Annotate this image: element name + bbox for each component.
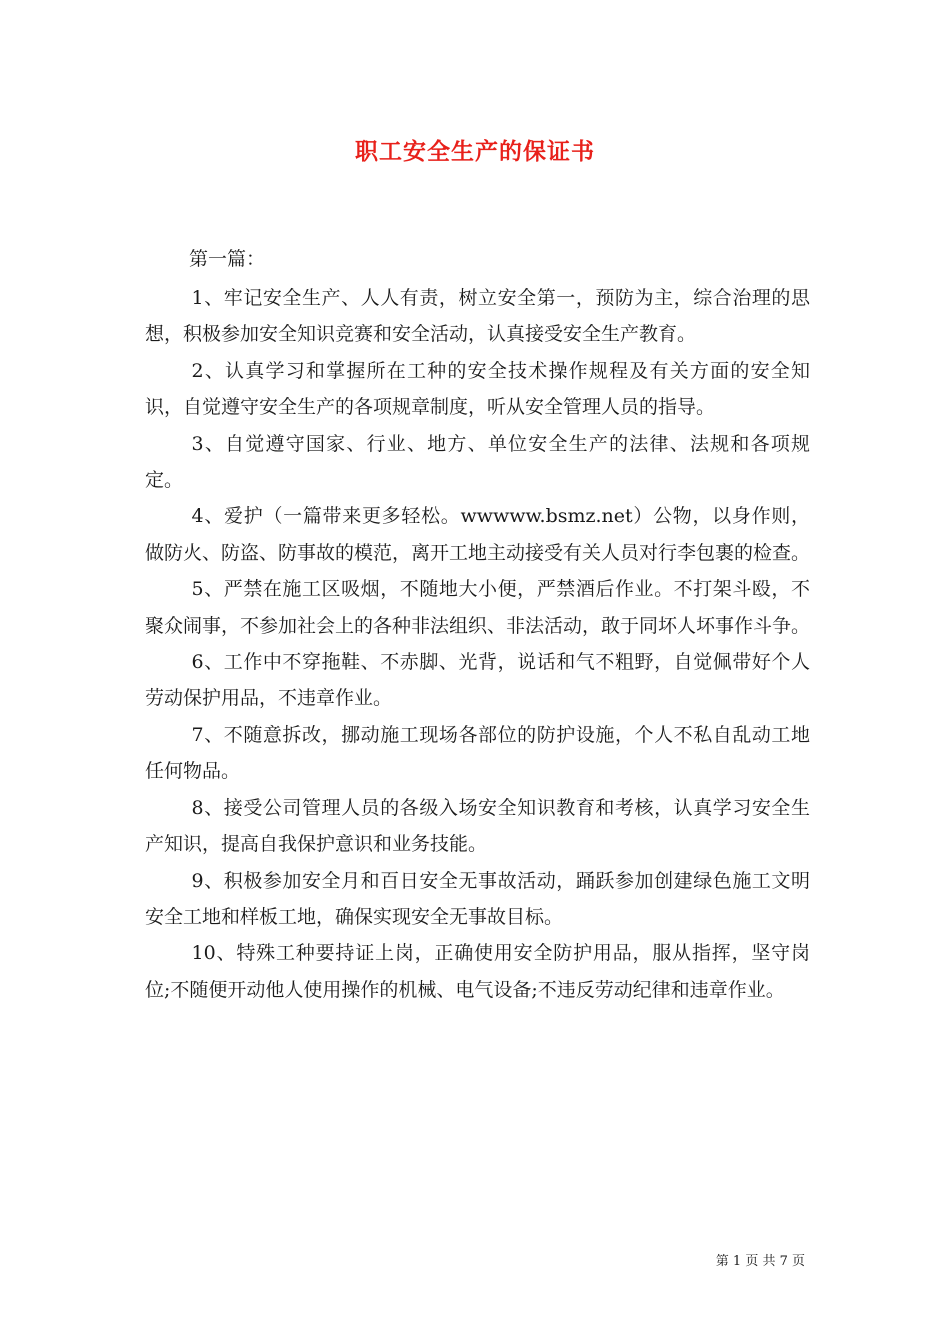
page-number-footer: 第 1 页 共 7 页	[715, 1254, 805, 1269]
paragraph-item-5: 5、严禁在施工区吸烟，不随地大小便，严禁酒后作业。不打架斗殴，不聚众闹事，不参加社会上的各种非法组织、非法活动，敢于同坏人坏事作斗争。	[145, 578, 811, 637]
paragraph-item-8: 8、接受公司管理人员的各级入场安全知识教育和考核，认真学习安全生产知识，提高自我保护意识和业务技能。	[145, 796, 810, 856]
paragraph-item-2: 2、认真学习和掌握所在工种的安全技术操作规程及有关方面的安全知识，自觉遵守安全生产的各项规章制度，听从安全管理人员的指导。	[145, 359, 810, 419]
paragraph-item-3: 3、自觉遵守国家、行业、地方、单位安全生产的法律、法规和各项规定。	[145, 432, 810, 492]
paragraph-item-9: 9、积极参加安全月和百日安全无事故活动，踊跃参加创建绿色施工文明安全工地和样板工地，确保实现安全无事故目标。	[145, 869, 810, 928]
document-title: 职工安全生产的保证书	[355, 138, 595, 165]
paragraph-item-1: 1、牢记安全生产、人人有责，树立安全第一，预防为主，综合治理的思想，积极参加安全知识竞赛和安全活动，认真接受安全生产教育。	[145, 287, 810, 346]
paragraph-item-4: 4、爱护（一篇带来更多轻松。wwwww.bsmz.net）公物，以身作则，做防火、防盗、防事故的模范，离开工地主动接受有关人员对行李包裹的检查。	[145, 505, 811, 564]
section-heading: 第一篇：	[189, 248, 266, 270]
paragraph-item-7: 7、不随意拆改，挪动施工现场各部位的防护设施，个人不私自乱动工地任何物品。	[145, 723, 810, 783]
paragraph-item-10: 10、特殊工种要持证上岗，正确使用安全防护用品，服从指挥，坚守岗位;不随便开动他人使用操作的机械、电气设备;不违反劳动纪律和违章作业。	[145, 942, 810, 1001]
document-body	[145, 280, 810, 1008]
paragraph-item-6: 6、工作中不穿拖鞋、不赤脚、光背，说话和气不粗野，自觉佩带好个人劳动保护用品，不违章作业。	[145, 651, 810, 710]
